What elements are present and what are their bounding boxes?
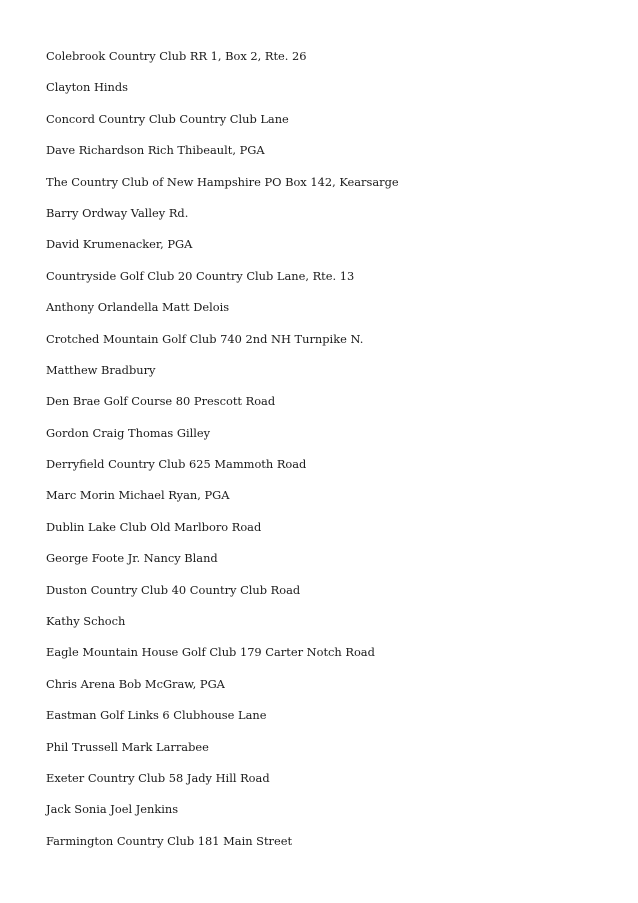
text-line: Derryfield Country Club 625 Mammoth Road xyxy=(46,457,307,472)
text-line: Chris Arena Bob McGraw, PGA xyxy=(46,676,225,691)
text-line: David Krumenacker, PGA xyxy=(46,237,193,252)
text-line: Anthony Orlandella Matt Delois xyxy=(46,300,230,315)
text-line: Gordon Craig Thomas Gilley xyxy=(46,425,211,440)
text-line: Marc Morin Michael Ryan, PGA xyxy=(46,488,230,503)
text-line: Eastman Golf Links 6 Clubhouse Lane xyxy=(46,708,267,723)
text-lines xyxy=(46,48,606,864)
text-line: Clayton Hinds xyxy=(46,80,129,95)
text-line: Exeter Country Club 58 Jady Hill Road xyxy=(46,770,270,785)
text-line: Kathy Schoch xyxy=(46,614,126,629)
text-line: Dave Richardson Rich Thibeault, PGA xyxy=(46,143,265,158)
text-line: Concord Country Club Country Club Lane xyxy=(46,111,289,126)
text-line: Phil Trussell Mark Larrabee xyxy=(46,739,209,754)
text-line: The Country Club of New Hampshire PO Box 142, Kearsarge xyxy=(46,174,399,189)
text-line: Den Brae Golf Course 80 Prescott Road xyxy=(46,394,276,409)
text-line: Barry Ordway Valley Rd. xyxy=(46,205,189,220)
text-line: Farmington Country Club 181 Main Street xyxy=(46,833,293,848)
text-line: Dublin Lake Club Old Marlboro Road xyxy=(46,519,262,534)
text-line: Jack Sonia Joel Jenkins xyxy=(46,802,179,817)
text-line: Crotched Mountain Golf Club 740 2nd NH Turnpike N. xyxy=(46,331,364,346)
text-line: Countryside Golf Club 20 Country Club Lane, Rte. 13 xyxy=(46,268,355,283)
text-line: Eagle Mountain House Golf Club 179 Carter Notch Road xyxy=(46,645,375,660)
text-line: Duston Country Club 40 Country Club Road xyxy=(46,582,301,597)
text-line: Colebrook Country Club RR 1, Box 2, Rte. 26 xyxy=(46,49,307,63)
text-line: Matthew Bradbury xyxy=(46,362,156,377)
text-line: George Foote Jr. Nancy Bland xyxy=(46,551,218,566)
